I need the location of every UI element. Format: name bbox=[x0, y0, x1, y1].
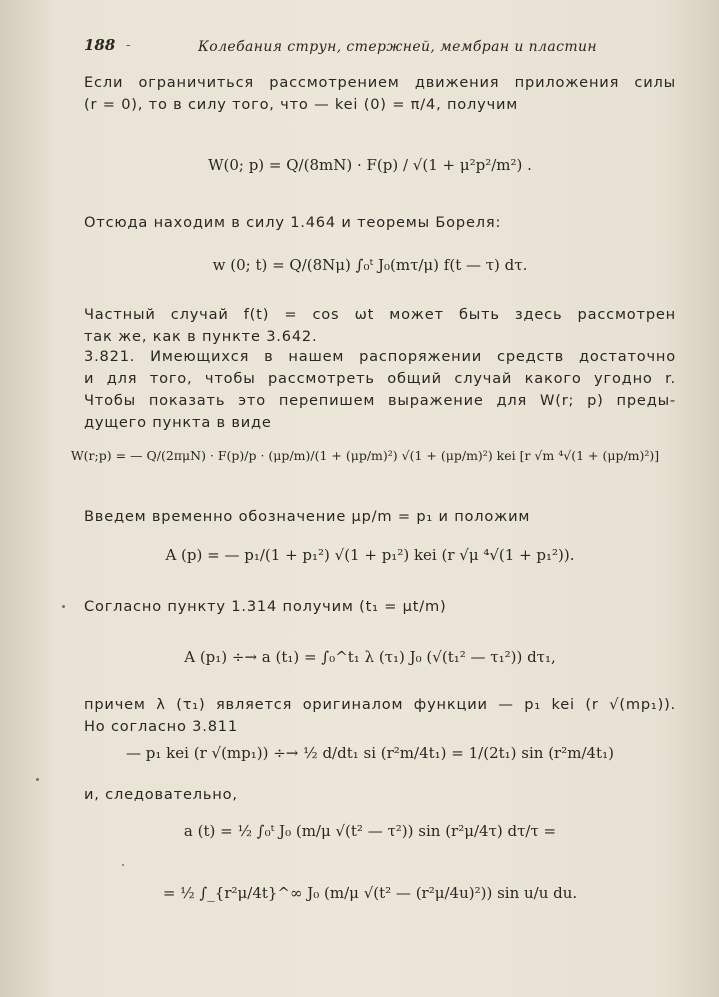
text-line: так же, как в пункте 3.642. bbox=[84, 328, 318, 345]
paragraph-3-821 bbox=[84, 346, 676, 434]
equation-line: W(0; p) = Q/(8mN) · F(p) / √(1 + μ²p²/m²) . bbox=[208, 156, 532, 174]
paragraph-force-application bbox=[84, 72, 676, 116]
text-line: Отсюда находим в силу 1.464 и теоремы Бореля: bbox=[84, 214, 502, 231]
text-line: Но согласно 3.811 bbox=[84, 718, 238, 735]
text-line: Частный случай f(t) = cos ωt может быть здесь рассмотрен bbox=[84, 306, 676, 323]
equation-line: = ½ ∫_{r²μ/4t}^∞ J₀ (m/μ √(t² — (r²μ/4u)²)) sin u/u du. bbox=[162, 884, 578, 902]
scan-speck bbox=[62, 605, 65, 608]
equation-line: — p₁ kei (r √(mp₁)) ÷→ ½ d/dt₁ si (r²m/4t₁) = 1/(2t₁) sin (r²m/4t₁) bbox=[126, 744, 614, 762]
equation-W0 bbox=[60, 156, 680, 174]
equation-Wrp bbox=[40, 448, 690, 463]
text-line: и, следовательно, bbox=[84, 786, 238, 803]
equation-line: A (p) = — p₁/(1 + p₁²) √(1 + p₁²) kei (r √μ ⁴√(1 + p₁²)). bbox=[165, 546, 575, 564]
paragraph-original bbox=[84, 694, 676, 738]
text-line: Если ограничиться рассмотрением движения приложения силы bbox=[84, 74, 676, 91]
text-line: Согласно пункту 1.314 получим (t₁ = μt/m) bbox=[84, 598, 447, 615]
paragraph-1-314 bbox=[84, 596, 676, 618]
equation-line: W(r;p) = — Q/(2πμN) · F(p)/p · (μp/m)/(1 + (μp/m)²) √(1 + (μp/m)²) kei [r √m ⁴√(1 + (μp/m)²)] bbox=[70, 448, 660, 463]
paragraph-borel bbox=[84, 212, 676, 234]
equation-kei-transform bbox=[60, 744, 680, 762]
equation-w0t bbox=[60, 256, 680, 274]
scan-speck bbox=[36, 778, 39, 781]
text-line: и для того, чтобы рассмотреть общий случай какого угодно r. bbox=[84, 370, 676, 387]
equation-line: a (t) = ½ ∫₀ᵗ J₀ (m/μ √(t² — τ²)) sin (r²μ/4τ) dτ/τ = bbox=[183, 822, 557, 840]
text-line: (r = 0), то в силу того, что — kei (0) = π/4, получим bbox=[84, 96, 519, 113]
equation-Ap1 bbox=[60, 648, 680, 666]
header-separator: - bbox=[126, 38, 131, 53]
equation-at bbox=[60, 822, 680, 902]
scan-speck bbox=[122, 864, 124, 866]
text-line: дущего пункта в виде bbox=[84, 414, 272, 431]
paragraph-consequently bbox=[84, 784, 676, 806]
paragraph-special-case bbox=[84, 304, 676, 348]
text-line: Введем временно обозначение μp/m = p₁ и положим bbox=[84, 508, 531, 525]
equation-line: A (p₁) ÷→ a (t₁) = ∫₀^t₁ λ (τ₁) J₀ (√(t₁² — τ₁²)) dτ₁, bbox=[184, 648, 556, 666]
text-line: причем λ (τ₁) является оригиналом функции — p₁ kei (r √(mp₁)). bbox=[84, 696, 676, 713]
running-title: Колебания струн, стержней, мембран и пластин bbox=[198, 39, 598, 55]
paragraph-notation bbox=[84, 506, 676, 528]
page-header bbox=[0, 36, 719, 66]
text-line: Чтобы показать это перепишем выражение для W(r; p) преды- bbox=[84, 392, 676, 409]
equation-Ap bbox=[60, 546, 680, 564]
page-number: 188 bbox=[84, 36, 116, 54]
text-line: 3.821. Имеющихся в нашем распоряжении средств достаточно bbox=[84, 348, 676, 365]
equation-line: w (0; t) = Q/(8Nμ) ∫₀ᵗ J₀(mτ/μ) f(t — τ) dτ. bbox=[212, 256, 528, 274]
